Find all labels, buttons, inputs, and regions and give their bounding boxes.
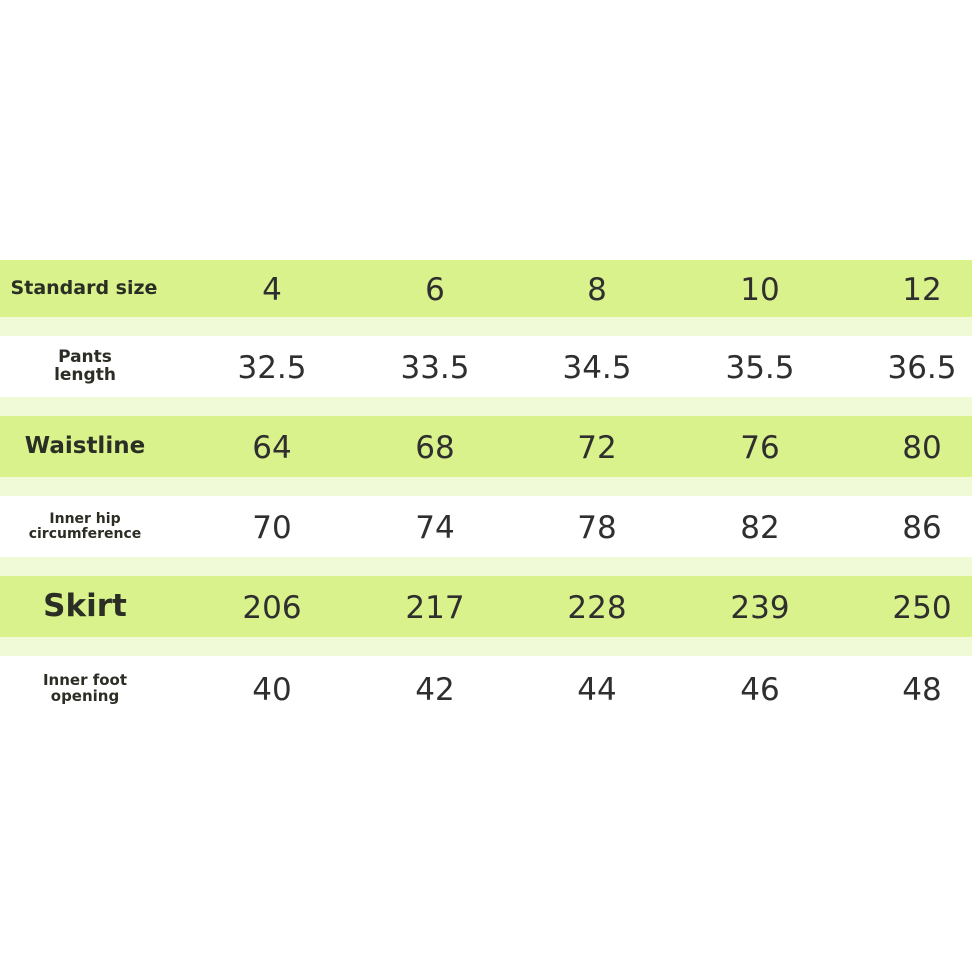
row-divider bbox=[0, 637, 972, 656]
row-label: Inner foot opening bbox=[42, 671, 128, 705]
table-cell: 80 bbox=[902, 429, 942, 466]
table-cell: 74 bbox=[415, 509, 455, 546]
row-divider bbox=[0, 477, 972, 496]
table-cell: 217 bbox=[405, 589, 465, 626]
table-row-standard-size bbox=[0, 260, 972, 317]
table-cell: 250 bbox=[892, 589, 952, 626]
table-cell: 72 bbox=[577, 429, 617, 466]
table-row-pants-length bbox=[0, 336, 972, 397]
table-cell: 70 bbox=[252, 509, 292, 546]
table-cell: 68 bbox=[415, 429, 455, 466]
table-cell: 32.5 bbox=[237, 349, 307, 386]
table-cell: 34.5 bbox=[562, 349, 632, 386]
table-cell: 10 bbox=[740, 271, 780, 308]
table-row-waistline bbox=[0, 416, 972, 477]
table-cell: 40 bbox=[252, 672, 292, 708]
table-cell: 4 bbox=[262, 271, 282, 308]
table-row-skirt bbox=[0, 576, 972, 637]
table-cell: 46 bbox=[740, 672, 780, 708]
row-divider bbox=[0, 397, 972, 416]
row-label: Pants length bbox=[54, 346, 116, 385]
table-cell: 12 bbox=[902, 271, 942, 308]
table-row-inner-foot-opening bbox=[0, 656, 972, 722]
table-cell: 76 bbox=[740, 429, 780, 466]
row-label: Standard size bbox=[10, 276, 158, 299]
table-cell: 35.5 bbox=[725, 349, 795, 386]
table-cell: 64 bbox=[252, 429, 292, 466]
size-chart-table bbox=[0, 260, 972, 722]
table-cell: 86 bbox=[902, 509, 942, 546]
row-label: Skirt bbox=[43, 588, 127, 625]
row-divider bbox=[0, 317, 972, 336]
row-label: Waistline bbox=[24, 433, 146, 460]
table-cell: 78 bbox=[577, 509, 617, 546]
table-cell: 36.5 bbox=[887, 349, 957, 386]
table-cell: 82 bbox=[740, 509, 780, 546]
row-label: Inner hip circumference bbox=[28, 510, 142, 542]
table-cell: 228 bbox=[567, 589, 627, 626]
table-row-inner-hip bbox=[0, 496, 972, 557]
table-cell: 8 bbox=[587, 271, 607, 308]
table-cell: 206 bbox=[242, 589, 302, 626]
table-cell: 44 bbox=[577, 672, 617, 708]
table-cell: 33.5 bbox=[400, 349, 470, 386]
table-cell: 42 bbox=[415, 672, 455, 708]
table-cell: 239 bbox=[730, 589, 790, 626]
row-divider bbox=[0, 557, 972, 576]
table-cell: 48 bbox=[902, 672, 942, 708]
table-cell: 6 bbox=[425, 271, 445, 308]
